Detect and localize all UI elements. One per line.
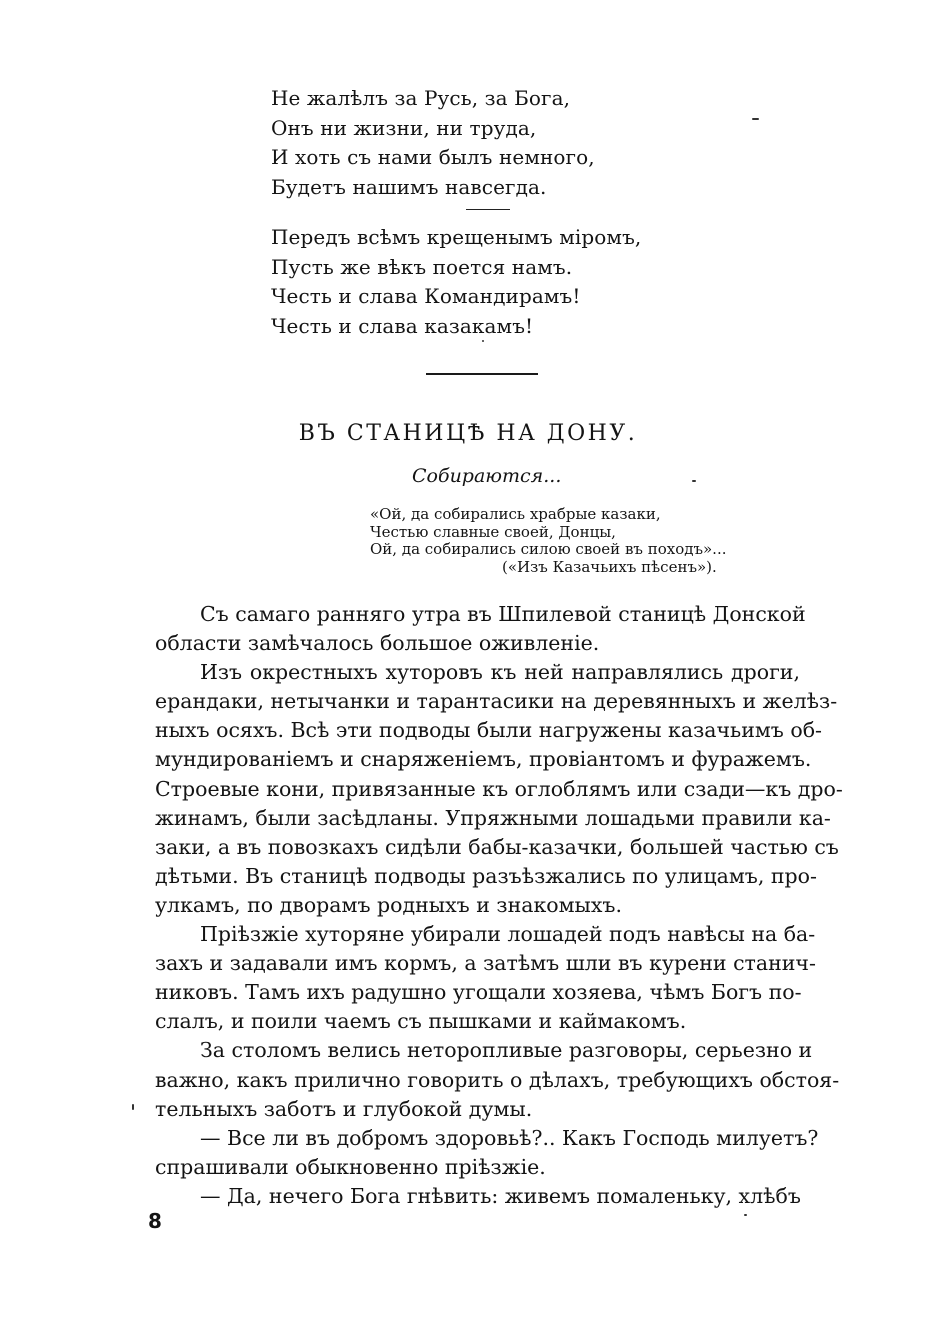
scan-speck bbox=[132, 1104, 134, 1110]
text-line: дѣтьми. Въ станицѣ подводы разъѣзжались по улицамъ, про- bbox=[155, 863, 817, 888]
scan-speck bbox=[692, 480, 696, 482]
text-line: — Да, нечего Бога гнѣвить: живемъ помаленьку, хлѣбъ bbox=[200, 1183, 801, 1208]
poem-line: Честь и слава казакамъ! bbox=[271, 313, 534, 338]
epigraph-source: («Изъ Казачьихъ пѣсенъ»). bbox=[502, 557, 717, 576]
text-line: Съ самаго ранняго утра въ Шпилевой станицѣ Донской bbox=[200, 602, 806, 626]
poem-line: И хоть съ нами былъ немного, bbox=[271, 145, 595, 169]
poem-line: Пусть же вѣкъ поется намъ. bbox=[271, 254, 573, 279]
text-line: ныхъ осяхъ. Всѣ эти подводы были нагружены казачьимъ об- bbox=[155, 718, 822, 743]
scan-speck bbox=[752, 118, 759, 120]
epigraph-line: Честью славные своей, Донцы, bbox=[370, 522, 616, 541]
epigraph-line: Ой, да собирались силою своей въ походъ»... bbox=[370, 540, 727, 558]
text-line: За столомъ велись неторопливые разговоры, серьезно и bbox=[200, 1038, 813, 1063]
text-line: спрашивали обыкновенно пріѣзжіе. bbox=[155, 1154, 546, 1179]
poem-line: Будетъ нашимъ навсегда. bbox=[271, 174, 547, 199]
text-line: Пріѣзжіе хуторяне убирали лошадей подъ навѣсы на ба- bbox=[200, 922, 816, 947]
section-divider bbox=[426, 373, 538, 375]
text-line: мундированіемъ и снаряженіемъ, провіантомъ и фуражемъ. bbox=[155, 747, 812, 772]
epigraph-line: «Ой, да собирались храбрые казаки, bbox=[370, 505, 661, 523]
text-line: заки, а въ повозкахъ сидѣли бабы-казачки, большей частью съ bbox=[155, 834, 839, 859]
text-line: тельныхъ заботъ и глубокой думы. bbox=[155, 1096, 533, 1121]
text-line: улкамъ, по дворамъ родныхъ и знакомыхъ. bbox=[155, 892, 622, 917]
epigraph bbox=[370, 506, 810, 576]
poem-line: Не жалѣлъ за Русь, за Бога, bbox=[271, 86, 571, 110]
text-line: захъ и задавали имъ кормъ, а затѣмъ шли въ курени станич- bbox=[155, 951, 816, 976]
poem-stanza-2 bbox=[271, 223, 691, 341]
text-line: Строевые кони, привязанные къ оглоблямъ или сзади—къ дро- bbox=[155, 776, 843, 801]
text-line: области замѣчалось большое оживленіе. bbox=[155, 631, 600, 656]
section-title: ВЪ СТАНИЦѢ НА ДОНУ. bbox=[298, 421, 638, 446]
text-line: — Все ли въ добромъ здоровьѣ?.. Какъ Господь милуетъ? bbox=[200, 1125, 819, 1150]
poem-line: Честь и слава Командирамъ! bbox=[271, 284, 581, 308]
text-line: ерандаки, нетычанки и тарантасики на деревянныхъ и желѣз- bbox=[155, 689, 838, 714]
text-line: Изъ окрестныхъ хуторовъ къ ней направлялись дроги, bbox=[200, 660, 800, 685]
scan-speck bbox=[744, 1214, 747, 1216]
poem-line: Передъ всѣмъ крещенымъ міромъ, bbox=[271, 225, 642, 249]
text-line: никовъ. Тамъ ихъ радушно угощали хозяева, чѣмъ Богъ по- bbox=[155, 980, 802, 1005]
chapter-subtitle: Собираются... bbox=[412, 465, 562, 487]
stanza-separator bbox=[466, 209, 510, 210]
scan-speck bbox=[482, 340, 484, 342]
poem-stanza-1 bbox=[271, 84, 691, 202]
page-number: 8 bbox=[148, 1209, 162, 1233]
poem-line: Онъ ни жизни, ни труда, bbox=[271, 115, 537, 140]
body-text bbox=[155, 600, 843, 1211]
text-line: жинамъ, были засѣдланы. Упряжными лошадьми правили ка- bbox=[155, 805, 831, 830]
text-line: слалъ, и поили чаемъ съ пышками и каймакомъ. bbox=[155, 1009, 687, 1034]
text-line: важно, какъ прилично говорить о дѣлахъ, требующихъ обстоя- bbox=[155, 1067, 840, 1092]
